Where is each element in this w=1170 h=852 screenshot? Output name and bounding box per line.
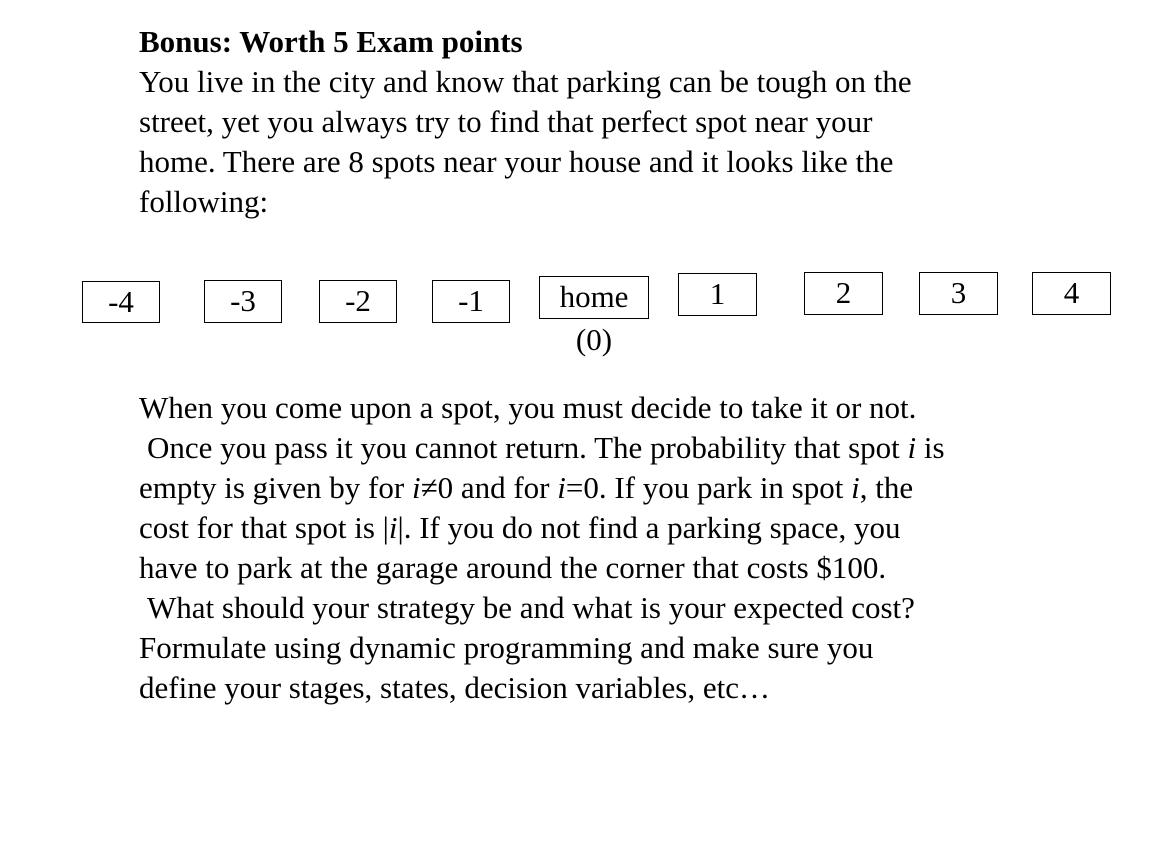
spot-3: 3 <box>919 272 998 315</box>
spot-minus-4: -4 <box>82 281 160 323</box>
problem-line: empty is given by for i≠0 and for i=0. If you park in spot i, the <box>139 470 914 505</box>
bonus-title: Bonus: Worth 5 Exam points <box>139 24 523 59</box>
intro-line: home. There are 8 spots near your house and it looks like the <box>139 144 894 179</box>
home-index-label: (0) <box>575 322 613 357</box>
spot-1: 1 <box>678 273 757 316</box>
problem-line: Formulate using dynamic programming and make sure you <box>139 630 874 665</box>
problem-line: define your stages, states, decision variables, etc… <box>139 670 770 705</box>
problem-line: have to park at the garage around the corner that costs $100. <box>139 550 887 585</box>
problem-paragraph <box>139 388 945 708</box>
spot-home: home <box>539 276 649 319</box>
spot-minus-2: -2 <box>319 280 397 323</box>
intro-line: street, yet you always try to find that perfect spot near your <box>139 104 873 139</box>
spot-minus-1: -1 <box>432 280 510 323</box>
problem-line: cost for that spot is |i|. If you do not find a parking space, you <box>139 510 901 545</box>
spot-4: 4 <box>1032 272 1111 315</box>
problem-line: Once you pass it you cannot return. The probability that spot i is <box>147 430 945 465</box>
spot-minus-3: -3 <box>204 280 282 323</box>
intro-line: following: <box>139 184 269 219</box>
intro-line: You live in the city and know that parking can be tough on the <box>139 64 912 99</box>
problem-line: When you come upon a spot, you must decide to take it or not. <box>139 390 917 425</box>
problem-line: What should your strategy be and what is your expected cost? <box>147 590 915 625</box>
intro-paragraph <box>139 62 912 222</box>
spot-2: 2 <box>804 272 883 315</box>
